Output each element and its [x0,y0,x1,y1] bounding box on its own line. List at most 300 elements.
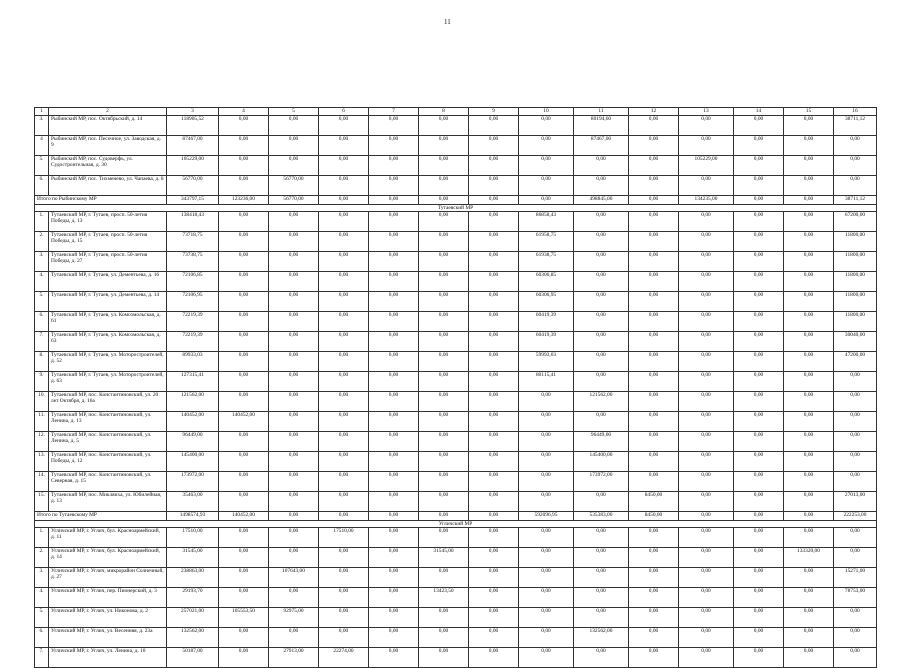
amount-cell: 73738,75 [167,252,219,272]
address-cell: Тутаевский МР, пос. Микляиха, ул. Юбилейная, д. 13 [49,492,167,512]
amount-cell: 0,00 [469,136,519,156]
amount-cell: 0,00 [834,608,877,628]
amount-cell: 0,00 [369,628,419,648]
amount-cell: 86858,43 [519,212,574,232]
row-number: 6. [35,176,49,196]
amount-cell: 0,00 [369,176,419,196]
amount-cell: 0,00 [784,156,834,176]
amount-cell: 61958,75 [519,232,574,252]
amount-cell: 0,00 [679,372,734,392]
amount-cell: 0,00 [629,156,679,176]
amount-cell: 0,00 [519,392,574,412]
row-number: 6. [35,312,49,332]
total-amount: 0,00 [519,196,574,205]
address-cell: Угличский МР, г. Углич, ул. Ленина, д. 10 [49,648,167,668]
amount-cell: 0,00 [629,628,679,648]
amount-cell: 0,00 [369,312,419,332]
row-number: 4. [35,272,49,292]
amount-cell: 0,00 [369,272,419,292]
amount-cell: 80194,60 [574,116,629,136]
amount-cell: 0,00 [469,272,519,292]
amount-cell: 0,00 [219,272,269,292]
amount-cell: 0,00 [629,312,679,332]
amount-cell: 60419,39 [519,332,574,352]
amount-cell: 0,00 [369,432,419,452]
amount-cell: 0,00 [319,548,369,568]
amount-cell: 0,00 [574,588,629,608]
total-amount: 134235,00 [679,196,734,205]
amount-cell: 0,00 [629,568,679,588]
amount-cell: 0,00 [319,392,369,412]
table-row [35,628,877,648]
amount-cell: 0,00 [784,568,834,588]
amount-cell: 0,00 [574,528,629,548]
amount-cell: 0,00 [269,392,319,412]
amount-cell: 0,00 [519,492,574,512]
amount-cell: 0,00 [734,528,784,548]
amount-cell: 0,00 [734,452,784,472]
amount-cell: 30040,00 [834,332,877,352]
amount-cell: 0,00 [784,452,834,472]
amount-cell: 0,00 [734,312,784,332]
amount-cell: 0,00 [269,232,319,252]
amount-cell: 0,00 [574,372,629,392]
amount-cell: 0,00 [419,212,469,232]
amount-cell: 56770,00 [269,176,319,196]
total-amount: 0,00 [469,512,519,521]
amount-cell: 0,00 [419,608,469,628]
amount-cell: 0,00 [629,252,679,272]
total-amount: 56770,00 [269,196,319,205]
total-amount: 0,00 [369,512,419,521]
amount-cell: 0,00 [629,352,679,372]
table-row [35,156,877,176]
amount-cell: 0,00 [679,492,734,512]
amount-cell: 0,00 [629,648,679,668]
amount-cell: 0,00 [419,492,469,512]
amount-cell: 0,00 [574,608,629,628]
amount-cell: 0,00 [469,432,519,452]
amount-cell: 0,00 [369,292,419,312]
amount-cell: 0,00 [319,588,369,608]
column-number: 6 [319,108,369,116]
row-number: 11. [35,412,49,432]
amount-cell: 0,00 [469,232,519,252]
amount-cell: 145400,00 [574,452,629,472]
amount-cell: 0,00 [219,312,269,332]
amount-cell: 72219,39 [167,332,219,352]
amount-cell: 0,00 [319,628,369,648]
amount-cell: 0,00 [784,588,834,608]
amount-cell: 15271,00 [834,568,877,588]
amount-cell: 0,00 [369,252,419,272]
amount-cell: 0,00 [784,136,834,156]
amount-cell: 0,00 [734,628,784,648]
amount-cell: 0,00 [679,568,734,588]
amount-cell: 0,00 [269,548,319,568]
amount-cell: 0,00 [679,452,734,472]
amount-cell: 0,00 [834,528,877,548]
amount-cell: 0,00 [469,392,519,412]
amount-cell: 0,00 [469,292,519,312]
amount-cell: 0,00 [469,116,519,136]
amount-cell: 17510,00 [167,528,219,548]
table-row [35,588,877,608]
amount-cell: 257021,00 [167,608,219,628]
amount-cell: 0,00 [369,548,419,568]
amount-cell: 0,00 [369,156,419,176]
total-amount: 0,00 [319,196,369,205]
amount-cell: 0,00 [369,136,419,156]
total-amount: 0,00 [469,196,519,205]
amount-cell: 0,00 [574,156,629,176]
amount-cell: 0,00 [784,392,834,412]
table-row [35,232,877,252]
row-number: 1. [35,528,49,548]
amount-cell: 133320,00 [784,548,834,568]
amount-cell: 0,00 [834,136,877,156]
amount-cell: 0,00 [574,492,629,512]
amount-cell: 0,00 [369,492,419,512]
column-number: 5 [269,108,319,116]
table-row [35,116,877,136]
amount-cell: 0,00 [419,176,469,196]
address-cell: Угличский МР, г. Углич, бул. Красноармейский, д. 11 [49,528,167,548]
amount-cell: 0,00 [679,548,734,568]
amount-cell: 0,00 [679,252,734,272]
amount-cell: 0,00 [269,292,319,312]
row-number: 10. [35,392,49,412]
amount-cell: 0,00 [469,472,519,492]
amount-cell: 0,00 [574,176,629,196]
amount-cell: 0,00 [519,136,574,156]
total-label: Итого по Рыбинскому МР [35,196,167,205]
amount-cell: 0,00 [834,412,877,432]
amount-cell: 173972,00 [167,472,219,492]
amount-cell: 61938,75 [519,252,574,272]
amount-cell: 0,00 [269,412,319,432]
amount-cell: 0,00 [629,472,679,492]
total-amount: 0,00 [734,196,784,205]
amount-cell: 0,00 [219,628,269,648]
amount-cell: 0,00 [679,116,734,136]
address-cell: Рыбинский МР, пос. Песочное, ул. Заводская, д. 9 [49,136,167,156]
amount-cell: 140452,00 [167,412,219,432]
amount-cell: 0,00 [574,232,629,252]
address-cell: Тутаевский МР, г. Тутаев, ул. Моторостроителей, д. 52 [49,352,167,372]
total-amount: 8450,00 [629,512,679,521]
row-number: 2. [35,232,49,252]
amount-cell: 0,00 [219,212,269,232]
column-number: 4 [219,108,269,116]
amount-cell: 0,00 [419,292,469,312]
amount-cell: 11800,00 [834,252,877,272]
amount-cell: 0,00 [319,292,369,312]
table-row [35,136,877,156]
amount-cell: 132562,00 [167,628,219,648]
amount-cell: 0,00 [269,472,319,492]
amount-cell: 0,00 [629,176,679,196]
amount-cell: 0,00 [734,136,784,156]
address-cell: Тутаевский МР, г. Тутаев, просп. 50-летия Победы, д. 27 [49,252,167,272]
table-row [35,432,877,452]
amount-cell: 0,00 [834,432,877,452]
amount-cell: 0,00 [574,272,629,292]
amount-cell: 173972,00 [574,472,629,492]
amount-cell: 0,00 [469,332,519,352]
column-number: 13 [679,108,734,116]
amount-cell: 0,00 [219,588,269,608]
amount-cell: 0,00 [269,136,319,156]
address-cell: Тутаевский МР, г. Тутаев, просп. 50-летия Победы, д. 13 [49,212,167,232]
amount-cell: 0,00 [269,312,319,332]
amount-cell: 107643,00 [269,568,319,588]
amount-cell: 105229,00 [167,156,219,176]
amount-cell: 0,00 [319,156,369,176]
amount-cell: 0,00 [319,232,369,252]
amount-cell: 0,00 [734,176,784,196]
column-number: 10 [519,108,574,116]
amount-cell: 0,00 [419,272,469,292]
amount-cell: 0,00 [784,628,834,648]
amount-cell: 0,00 [419,332,469,352]
amount-cell: 0,00 [629,372,679,392]
amount-cell: 0,00 [784,472,834,492]
amount-cell: 0,00 [784,332,834,352]
amount-cell: 50187,00 [167,648,219,668]
amount-cell: 0,00 [469,212,519,232]
amount-cell: 72106,85 [167,272,219,292]
table-row [35,176,877,196]
amount-cell: 0,00 [469,588,519,608]
amount-cell: 0,00 [469,352,519,372]
amount-cell: 0,00 [679,472,734,492]
amount-cell: 11800,00 [834,232,877,252]
amount-cell: 0,00 [679,212,734,232]
amount-cell: 0,00 [834,628,877,648]
amount-cell: 92975,00 [269,608,319,628]
amount-cell: 0,00 [319,372,369,392]
amount-cell: 80115,41 [519,372,574,392]
amount-cell: 0,00 [469,568,519,588]
amount-cell: 0,00 [734,332,784,352]
amount-cell: 0,00 [219,176,269,196]
total-row [35,196,877,205]
amount-cell: 0,00 [784,116,834,136]
amount-cell: 0,00 [784,232,834,252]
amount-cell: 0,00 [219,136,269,156]
row-number: 13. [35,452,49,472]
amount-cell: 0,00 [734,116,784,136]
amount-cell: 17510,00 [319,528,369,548]
amount-cell: 60306,85 [519,272,574,292]
amount-cell: 0,00 [734,232,784,252]
amount-cell: 0,00 [369,352,419,372]
total-amount: 0,00 [629,196,679,205]
amount-cell: 0,00 [419,568,469,588]
amount-cell: 0,00 [519,628,574,648]
amount-cell: 0,00 [269,528,319,548]
row-number: 5. [35,292,49,312]
total-amount: 592096,95 [519,512,574,521]
amount-cell: 0,00 [834,452,877,472]
amount-cell: 0,00 [469,608,519,628]
address-cell: Тутаевский МР, г. Тутаев, ул. Комсомольская, д. 63 [49,332,167,352]
amount-cell: 0,00 [784,312,834,332]
amount-cell: 11800,00 [834,312,877,332]
amount-cell: 0,00 [269,628,319,648]
amount-cell: 0,00 [269,372,319,392]
amount-cell: 0,00 [519,588,574,608]
amount-cell: 0,00 [574,648,629,668]
amount-cell: 0,00 [734,392,784,412]
amount-cell: 0,00 [319,568,369,588]
amount-cell: 0,00 [219,232,269,252]
amount-cell: 0,00 [219,392,269,412]
amount-cell: 0,00 [419,528,469,548]
amount-cell: 0,00 [219,292,269,312]
amount-cell: 0,00 [834,472,877,492]
address-cell: Тутаевский МР, пос. Константиновский, ул. Ленина, д. 5 [49,432,167,452]
amount-cell: 29193,70 [167,588,219,608]
row-number: 3. [35,568,49,588]
amount-cell: 0,00 [319,492,369,512]
total-row [35,512,877,521]
amount-cell: 0,00 [734,412,784,432]
column-number: 1 [35,108,49,116]
amount-cell: 0,00 [419,372,469,392]
amount-cell: 0,00 [784,212,834,232]
amount-cell: 0,00 [629,232,679,252]
amount-cell: 140452,00 [219,412,269,432]
total-amount: 0,00 [319,512,369,521]
amount-cell: 0,00 [834,648,877,668]
amount-cell: 0,00 [469,156,519,176]
amount-cell: 0,00 [269,352,319,372]
amount-cell: 105553,50 [219,608,269,628]
row-number: 8. [35,352,49,372]
amount-cell: 0,00 [519,472,574,492]
amount-cell: 0,00 [469,528,519,548]
amount-cell: 0,00 [629,332,679,352]
address-cell: Рыбинский МР, пос. Тихменево, ул. Чапаева, д. 8 [49,176,167,196]
amount-cell: 0,00 [369,232,419,252]
amount-cell: 0,00 [269,492,319,512]
total-amount: 343797,15 [167,196,219,205]
amount-cell: 0,00 [574,312,629,332]
address-cell: Тутаевский МР, пос. Константиновский, ул. Северная, д. 15 [49,472,167,492]
amount-cell: 0,00 [369,116,419,136]
amount-cell: 0,00 [219,156,269,176]
table-row [35,272,877,292]
amount-cell: 0,00 [679,176,734,196]
amount-cell: 0,00 [629,548,679,568]
amount-cell: 56770,00 [167,176,219,196]
column-number: 12 [629,108,679,116]
amount-cell: 72106,95 [167,292,219,312]
amount-cell: 0,00 [519,548,574,568]
total-label: Итого по Тутаевскому МР [35,512,167,521]
row-number: 3. [35,252,49,272]
amount-cell: 0,00 [269,588,319,608]
amount-cell: 0,00 [734,156,784,176]
amount-cell: 0,00 [419,232,469,252]
amount-cell: 0,00 [734,432,784,452]
amount-cell: 0,00 [679,588,734,608]
amount-cell: 0,00 [629,528,679,548]
amount-cell: 0,00 [679,648,734,668]
amount-cell: 0,00 [784,528,834,548]
row-number: 14. [35,472,49,492]
total-amount: 0,00 [784,512,834,521]
address-cell: Рыбинский МР, пос. Октябрьский, д. 14 [49,116,167,136]
amount-cell: 0,00 [219,648,269,668]
table-row [35,648,877,668]
amount-cell: 0,00 [519,156,574,176]
amount-cell: 60419,39 [519,312,574,332]
amount-cell: 0,00 [419,156,469,176]
table-row [35,548,877,568]
amount-cell: 0,00 [629,608,679,628]
column-number: 11 [574,108,629,116]
amount-cell: 0,00 [369,412,419,432]
amount-cell: 0,00 [679,628,734,648]
amount-cell: 0,00 [784,648,834,668]
amount-cell: 0,00 [319,176,369,196]
amount-cell: 0,00 [269,252,319,272]
amount-cell: 0,00 [319,212,369,232]
row-number: 4. [35,588,49,608]
amount-cell: 0,00 [784,608,834,628]
amount-cell: 0,00 [734,548,784,568]
table-row [35,528,877,548]
amount-cell: 0,00 [734,252,784,272]
amount-cell: 0,00 [784,432,834,452]
amount-cell: 0,00 [519,116,574,136]
amount-cell: 0,00 [419,136,469,156]
amount-cell: 60306,95 [519,292,574,312]
amount-cell: 0,00 [679,136,734,156]
total-amount: 0,00 [369,196,419,205]
amount-cell: 0,00 [319,136,369,156]
address-cell: Тутаевский МР, г. Тутаев, ул. Комсомольская, д. 61 [49,312,167,332]
amount-cell: 0,00 [269,272,319,292]
amount-cell: 0,00 [734,588,784,608]
amount-cell: 0,00 [629,432,679,452]
amount-cell: 0,00 [629,392,679,412]
amount-cell: 0,00 [219,352,269,372]
address-cell: Угличский МР, г. Углич, пер. Пионерский, д. 3 [49,588,167,608]
address-cell: Рыбинский МР, пос. Судоверфь, ул. Судостроительная, д. 30 [49,156,167,176]
amount-cell: 87467,00 [167,136,219,156]
column-number: 3 [167,108,219,116]
amount-cell: 0,00 [519,528,574,548]
amount-cell: 27913,00 [269,648,319,668]
amount-cell: 0,00 [734,292,784,312]
address-cell: Тутаевский МР, г. Тутаев, ул. Дементьева, д. 16 [49,272,167,292]
section-title: Угличский МР [35,521,877,528]
amount-cell: 0,00 [734,648,784,668]
amount-cell: 0,00 [679,292,734,312]
amount-cell: 0,00 [519,176,574,196]
table-row [35,252,877,272]
amount-cell: 27013,00 [834,492,877,512]
amount-cell: 0,00 [469,648,519,668]
column-number: 16 [834,108,877,116]
row-number: 2. [35,548,49,568]
address-cell: Угличский МР, г. Углич, бул. Красноармейский, д. 14 [49,548,167,568]
amount-cell: 0,00 [219,252,269,272]
